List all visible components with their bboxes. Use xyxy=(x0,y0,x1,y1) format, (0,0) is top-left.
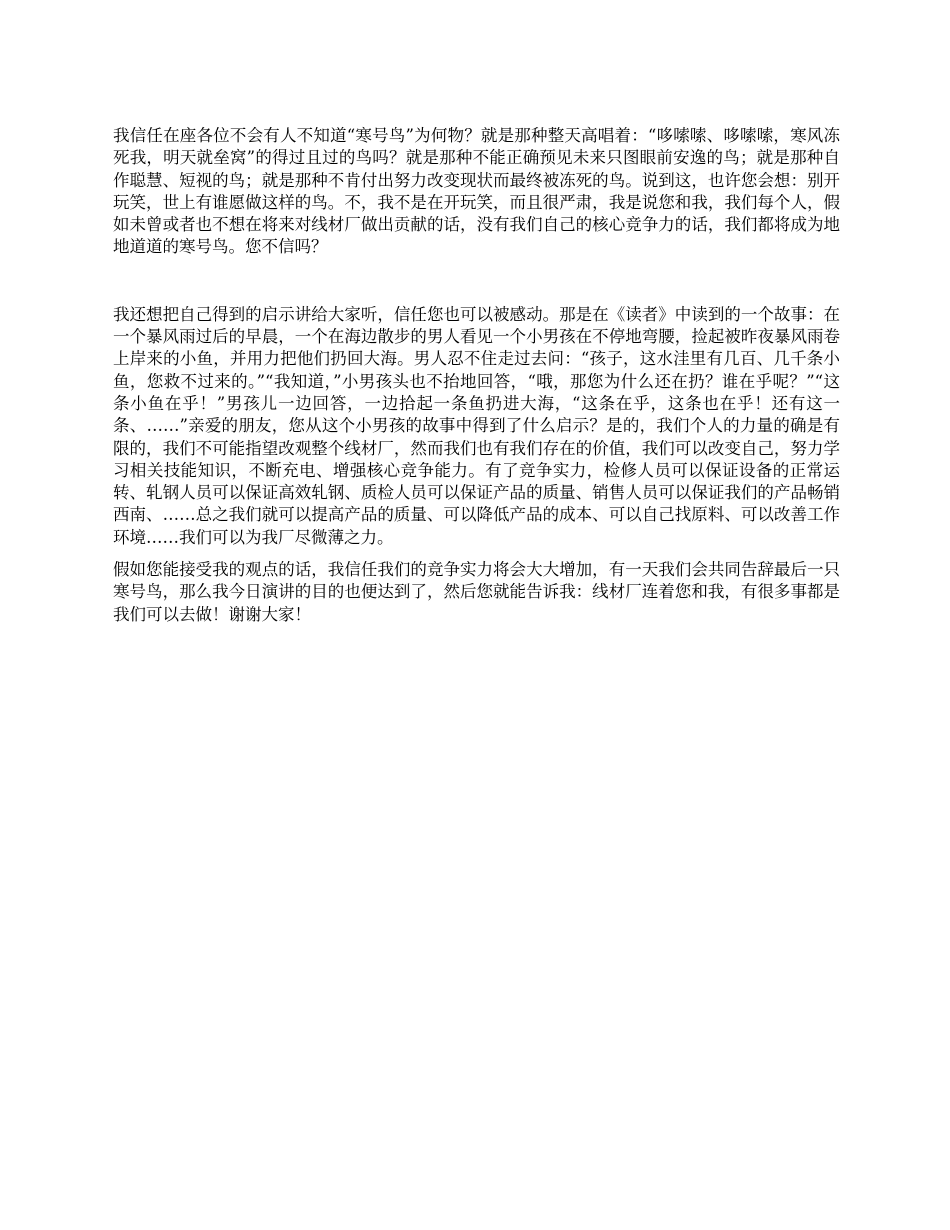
paragraph-boy-and-fish-story: 我还想把自己得到的启示讲给大家听，信任您也可以被感动。那是在《读者》中读到的一个故事：在一个暴风雨过后的早晨，一个在海边散步的男人看见一个小男孩在不停地弯腰，捡起被昨夜暴风雨卷上岸来的小鱼，并用力把他们扔回大海。男人忍不住走过去问：“孩子，这水洼里有几百、几千条小鱼，您救不过来的。”“我知道，”小男孩头也不抬地回答，“哦，那您为什么还在扔？谁在乎呢？”“这条小鱼在乎！”男孩儿一边回答，一边拾起一条鱼扔进大海，“这条在乎，这条也在乎！还有这一条、……”亲爱的朋友，您从这个小男孩的故事中得到了什么启示？是的，我们个人的力量的确是有限的，我们不可能指望改观整个线材厂，然而我们也有我们存在的价值，我们可以改变自己，努力学习相关技能知识，不断充电、增强核心竞争能力。有了竞争实力，检修人员可以保证设备的正常运转、轧钢人员可以保证高效轧钢、质检人员可以保证产品的质量、销售人员可以保证我们的产品畅销西南、……总之我们就可以提高产品的质量、可以降低产品的成本、可以自己找原料、可以改善工作环境……我们可以为我厂尽微薄之力。 xyxy=(113,304,840,547)
paragraph-cold-bird: 我信任在座各位不会有人不知道“寒号鸟”为何物？就是那种整天高唱着：“哆嗦嗦、哆嗦嗦，寒风冻死我，明天就垒窝”的得过且过的鸟吗？就是那种不能正确预见未来只图眼前安逸的鸟；就是那种自作聪慧、短视的鸟；就是那种不肯付出努力改变现状而最终被冻死的鸟。说到这，也许您会想：别开玩笑，世上有谁愿做这样的鸟。不，我不是在开玩笑，而且很严肃，我是说您和我，我们每个人，假如未曾或者也不想在将来对线材厂做出贡献的话，没有我们自己的核心竞争力的话，我们都将成为地地道道的寒号鸟。您不信吗？ xyxy=(113,126,840,257)
document-page xyxy=(113,125,840,626)
paragraph-closing: 假如您能接受我的观点的话，我信任我们的竞争实力将会大大增加，有一天我们会共同告辞最后一只寒号鸟，那么我今日演讲的目的也便达到了，然后您就能告诉我：线材厂连着您和我，有很多事都是我们可以去做！谢谢大家！ xyxy=(113,560,840,624)
